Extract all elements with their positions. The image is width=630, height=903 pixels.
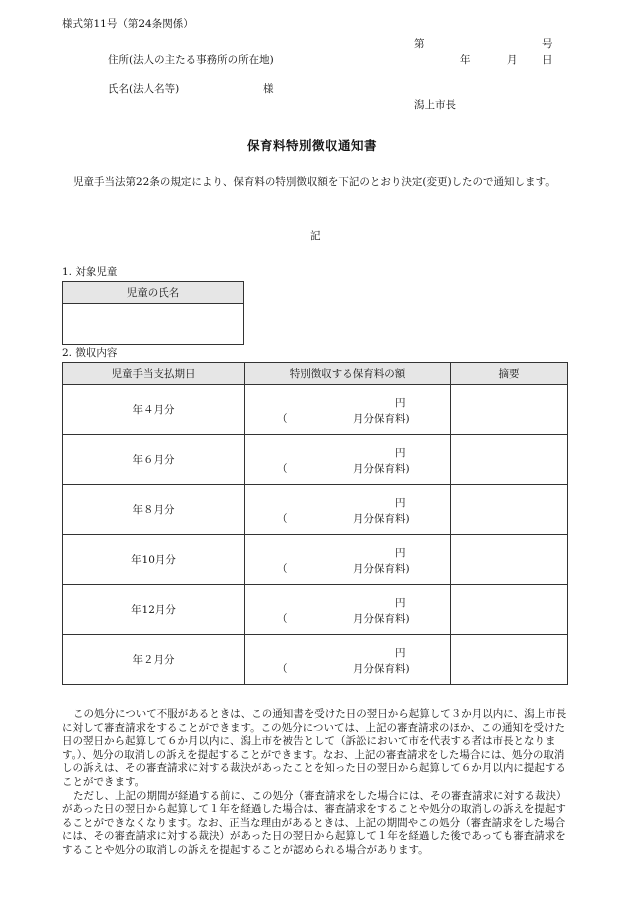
honorific: 様 (263, 83, 274, 95)
amount-cell[interactable] (245, 635, 451, 685)
amount-cell[interactable] (245, 485, 451, 535)
month-fee-label: 月分保育料) (353, 513, 410, 525)
table-row (63, 585, 568, 635)
remarks-cell[interactable] (451, 485, 568, 535)
document-number-prefix: 第 (414, 38, 425, 50)
amount-header: 特別徴収する保育料の額 (245, 363, 451, 385)
form-number: 様式第11号（第24条関係） (62, 18, 194, 30)
appeal-notice-paragraph-2: ただし、上記の期間が経過する前に、この処分（審査請求をした場合には、その審査請求に対する裁決）があった日の翌日から起算して１年を経過した場合は、審査請求をすることや処分の取消しの訴えを提起することができなくなります。なお、正当な理由があるときは、上記の期間やこの処分（審査請求をした場合には、その審査請求に対する裁決）があった日の翌日から起算して１年を経過した後であっても審査請求をすることや処分の取消しの訴えを提起することが認められる場合があります。 (62, 789, 567, 856)
payment-date-cell: 年４月分 (63, 385, 245, 435)
payment-date-cell: 年８月分 (63, 485, 245, 535)
payment-date-header: 児童手当支払期日 (63, 363, 245, 385)
paren-open: （ (277, 513, 288, 525)
amount-cell[interactable] (245, 385, 451, 435)
table-row (63, 535, 568, 585)
date-year: 年 (460, 54, 471, 66)
yen-label: 円 (395, 447, 406, 459)
document-title: 保育料特別徴収通知書 (247, 138, 378, 153)
paren-open: （ (277, 563, 288, 575)
month-fee-label: 月分保育料) (353, 613, 410, 625)
remarks-header: 摘要 (451, 363, 568, 385)
collection-table (62, 362, 568, 685)
table-row (63, 385, 568, 435)
target-child-table (62, 281, 244, 345)
paren-open: （ (277, 463, 288, 475)
amount-cell[interactable] (245, 535, 451, 585)
paren-open: （ (277, 663, 288, 675)
payment-date-cell: 年６月分 (63, 435, 245, 485)
yen-label: 円 (395, 547, 406, 559)
table-row (63, 435, 568, 485)
month-fee-label: 月分保育料) (353, 413, 410, 425)
remarks-cell[interactable] (451, 535, 568, 585)
appeal-notice (62, 708, 570, 858)
yen-label: 円 (395, 397, 406, 409)
remarks-cell[interactable] (451, 585, 568, 635)
remarks-cell[interactable] (451, 385, 568, 435)
table-row (63, 485, 568, 535)
table-row (63, 635, 568, 685)
paren-open: （ (277, 613, 288, 625)
remarks-cell[interactable] (451, 435, 568, 485)
issuer: 潟上市長 (414, 99, 456, 111)
yen-label: 円 (395, 597, 406, 609)
month-fee-label: 月分保育料) (353, 563, 410, 575)
amount-cell[interactable] (245, 585, 451, 635)
name-label: 氏名(法人名等) (108, 83, 180, 95)
child-name-header: 児童の氏名 (63, 282, 244, 304)
appeal-notice-paragraph-1: この処分について不服があるときは、この通知書を受けた日の翌日から起算して３か月以内に、潟上市長に対して審査請求をすることができます。この処分については、上記の審査請求のほか、この通知を受けた日の翌日から起算して６か月以内に、潟上市を被告として（訴訟において市を代表する者は市長となります。）、処分の取消しの訴えを提起することができます。なお、上記の審査請求をした場合には、処分の取消しの訴えは、その審査請求に対する裁決があったことを知った日の翌日から起算して６か月以内に提起することができます。 (62, 708, 567, 788)
paren-open: （ (277, 413, 288, 425)
section2-heading: 2. 徴収内容 (62, 347, 118, 359)
intro-paragraph: 児童手当法第22条の規定により、保育料の特別徴収額を下記のとおり決定(変更)したので通知します。 (73, 176, 556, 188)
date-day: 日 (542, 54, 553, 66)
month-fee-label: 月分保育料) (353, 463, 410, 475)
month-fee-label: 月分保育料) (353, 663, 410, 675)
address-label: 住所(法人の主たる事務所の所在地) (108, 54, 274, 66)
child-name-field[interactable] (63, 304, 244, 345)
ki-heading: 記 (310, 230, 321, 242)
document-number-suffix: 号 (542, 38, 553, 50)
amount-cell[interactable] (245, 435, 451, 485)
section1-heading: 1. 対象児童 (62, 266, 118, 278)
payment-date-cell: 年10月分 (63, 535, 245, 585)
remarks-cell[interactable] (451, 635, 568, 685)
yen-label: 円 (395, 497, 406, 509)
payment-date-cell: 年12月分 (63, 585, 245, 635)
payment-date-cell: 年２月分 (63, 635, 245, 685)
yen-label: 円 (395, 647, 406, 659)
date-month: 月 (507, 54, 518, 66)
